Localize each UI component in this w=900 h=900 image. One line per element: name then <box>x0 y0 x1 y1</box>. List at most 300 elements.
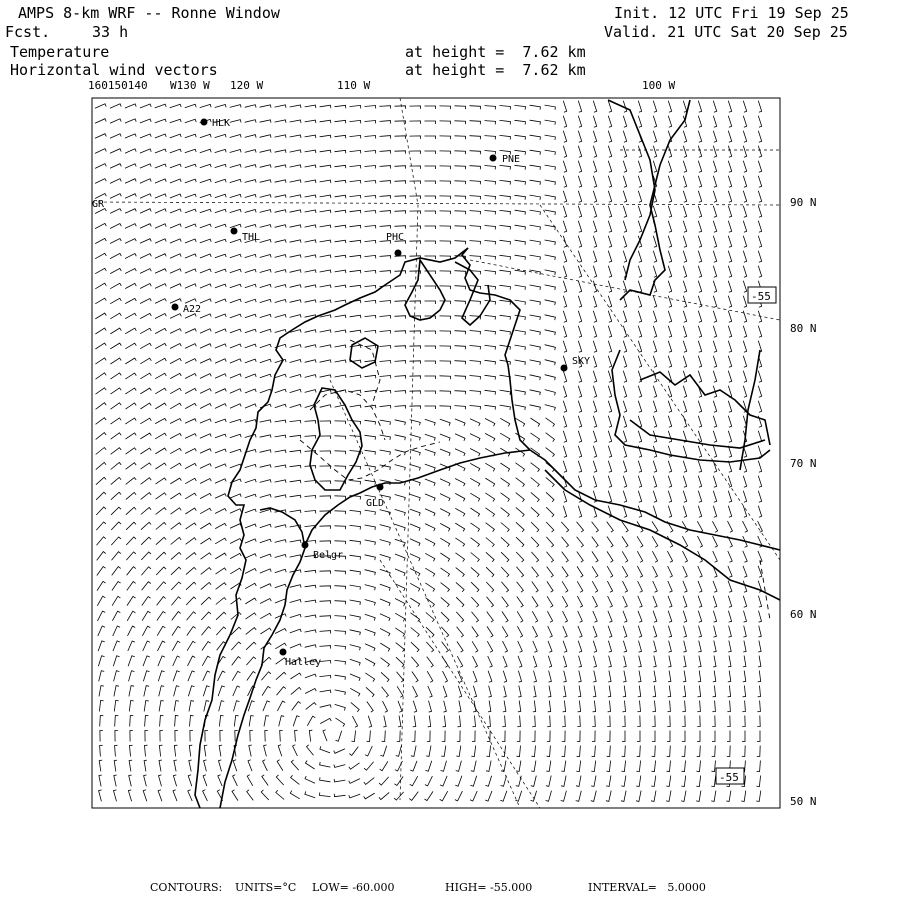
wind-vector <box>698 101 701 112</box>
wind-vector <box>425 211 436 214</box>
wind-vector <box>485 121 496 125</box>
station-a22-dot <box>172 304 179 311</box>
wind-vector <box>410 136 421 139</box>
wind-vector <box>230 494 241 498</box>
wind-vector <box>200 254 211 258</box>
wind-vector <box>323 730 327 741</box>
wind-vector <box>334 749 345 754</box>
wind-vector <box>142 626 150 636</box>
wind-vector <box>142 597 151 606</box>
wind-vector <box>563 146 566 157</box>
wind-vector <box>245 150 256 153</box>
wind-vector <box>428 716 431 727</box>
wind-vector <box>320 481 331 484</box>
wind-vector <box>290 375 301 378</box>
wind-vector <box>216 598 226 605</box>
wind-vector <box>532 596 538 607</box>
wind-vector <box>95 268 106 273</box>
wind-vector <box>608 116 611 127</box>
wind-vector <box>320 777 331 782</box>
wind-vector <box>517 746 521 757</box>
wind-vector <box>155 224 166 228</box>
wind-vector <box>201 612 211 620</box>
wind-vector <box>290 315 301 318</box>
graticule-diag-3 <box>330 380 520 808</box>
wind-vector <box>382 687 389 698</box>
wind-vector <box>592 537 598 548</box>
wind-vector <box>215 538 226 544</box>
wind-vector <box>500 390 511 395</box>
wind-vector <box>668 311 671 322</box>
wind-vector <box>170 119 181 123</box>
wind-vector <box>219 716 223 727</box>
wind-vector <box>742 746 745 757</box>
wind-vector <box>365 555 376 560</box>
wind-vector <box>698 221 701 232</box>
wind-vector <box>395 599 405 607</box>
wind-vector <box>410 569 420 577</box>
wind-vector <box>667 746 671 757</box>
wind-vector <box>425 271 436 274</box>
wind-vector <box>395 286 406 289</box>
wind-vector <box>128 641 135 651</box>
wind-vector <box>215 464 226 468</box>
wind-vector <box>230 269 241 273</box>
wind-vector <box>265 730 268 741</box>
wind-vector <box>653 581 658 592</box>
wind-vector <box>425 151 436 154</box>
wind-vector <box>200 314 211 318</box>
wind-vector <box>110 283 121 288</box>
wind-vector <box>485 181 496 185</box>
wind-vector <box>230 374 241 378</box>
wind-vector <box>457 627 464 638</box>
wind-vector <box>97 567 106 576</box>
wind-vector <box>364 793 375 799</box>
wind-vector <box>638 596 642 607</box>
wind-vector <box>683 401 686 412</box>
wind-vector <box>683 386 686 397</box>
wind-vector <box>698 506 701 517</box>
wind-vector <box>230 464 241 468</box>
wind-vector <box>125 209 136 214</box>
wind-vector <box>593 476 596 487</box>
wind-vector <box>592 716 595 727</box>
wind-vector <box>728 371 731 382</box>
wind-vector <box>713 236 716 247</box>
wind-vector <box>187 627 196 636</box>
wind-vector <box>245 539 256 543</box>
wind-vector <box>380 643 389 651</box>
wind-vector <box>350 150 361 153</box>
wind-vector <box>110 209 121 214</box>
wind-vector <box>683 566 688 577</box>
wind-vector <box>245 329 256 333</box>
wind-vector <box>290 673 301 679</box>
wind-vector <box>533 686 536 697</box>
wind-vector <box>440 791 448 801</box>
wind-vector <box>367 702 373 713</box>
wind-vector <box>245 269 256 272</box>
wind-vector <box>395 509 406 515</box>
wind-vector <box>530 390 541 395</box>
wind-vector <box>305 421 316 424</box>
wind-vector <box>126 403 137 409</box>
wind-vector <box>683 191 686 202</box>
wind-vector <box>728 341 731 352</box>
wind-vector <box>622 716 625 727</box>
wind-vector <box>170 448 181 453</box>
wind-vector <box>440 406 451 409</box>
wind-vector <box>335 616 346 620</box>
wind-vector <box>320 120 331 123</box>
wind-vector <box>485 151 496 155</box>
wind-vector <box>368 716 371 727</box>
wind-vector <box>290 225 301 228</box>
wind-vector <box>516 493 525 502</box>
wind-vector <box>380 420 391 425</box>
wind-vector <box>440 151 451 154</box>
wind-vector <box>260 135 271 138</box>
wind-vector <box>728 611 731 622</box>
wind-vector <box>140 164 151 168</box>
wind-vector <box>698 566 702 577</box>
wind-vector <box>125 373 136 379</box>
wind-vector <box>563 656 566 667</box>
wind-vector <box>307 716 315 726</box>
wind-vector <box>260 480 271 483</box>
wind-vector <box>456 612 463 622</box>
wind-vector <box>200 493 211 498</box>
wind-vector <box>470 508 479 517</box>
wind-vector <box>744 611 747 622</box>
wind-vector <box>577 746 581 757</box>
wind-vector <box>365 285 376 288</box>
wind-vector <box>653 686 656 697</box>
wind-vector <box>713 206 716 217</box>
wind-vector <box>728 296 731 307</box>
wind-vector <box>698 656 701 667</box>
wind-vector <box>578 461 581 472</box>
coastline-ronne-front <box>305 450 530 545</box>
wind-vector <box>623 326 626 337</box>
wind-vector <box>577 716 580 727</box>
wind-vector <box>290 791 299 799</box>
wind-vector <box>757 701 760 712</box>
wind-vector <box>350 180 361 183</box>
wind-vector <box>623 206 626 217</box>
wind-vector <box>335 601 346 605</box>
wind-vector <box>743 686 746 697</box>
wind-vector <box>188 790 192 801</box>
wind-vector <box>698 176 701 187</box>
wind-vector <box>698 236 701 247</box>
wind-vector <box>200 269 211 273</box>
wind-vector <box>200 404 211 409</box>
wind-vector <box>157 597 166 606</box>
wind-vector <box>245 389 256 393</box>
wind-vector <box>215 419 226 423</box>
wind-vector <box>381 672 389 682</box>
wind-vector <box>365 629 375 636</box>
wind-vector <box>713 461 716 472</box>
wind-vector <box>200 299 211 303</box>
wind-vector <box>455 106 466 109</box>
wind-vector <box>545 150 556 155</box>
wind-vector <box>411 613 420 622</box>
wind-vector <box>350 405 361 408</box>
wind-vector <box>110 298 121 303</box>
wind-vector <box>578 476 581 487</box>
wind-vector <box>668 356 671 367</box>
wind-vector <box>425 419 435 425</box>
wind-vector <box>470 166 481 170</box>
wind-vector <box>443 716 446 727</box>
wind-vector <box>335 631 346 635</box>
wind-vector <box>275 255 286 258</box>
wind-vector <box>501 523 509 532</box>
wind-vector <box>743 236 746 247</box>
wind-vector <box>383 716 386 727</box>
wind-vector <box>728 506 731 517</box>
wind-vector <box>170 388 181 393</box>
wind-vector <box>97 596 105 606</box>
wind-vector <box>593 191 596 202</box>
wind-vector <box>383 701 388 712</box>
wind-vector <box>440 434 450 441</box>
wind-vector <box>578 296 581 307</box>
wind-vector <box>395 301 406 304</box>
height-wind: at height = 7.62 km <box>405 61 586 79</box>
wind-vector <box>275 495 286 498</box>
wind-vector <box>638 626 641 637</box>
wind-vector <box>758 626 761 637</box>
wind-vector <box>653 236 656 247</box>
wind-vector <box>230 179 241 182</box>
wind-vector <box>140 209 151 214</box>
wind-vector <box>409 792 418 801</box>
wind-vector <box>275 120 286 123</box>
wind-vector <box>698 191 701 202</box>
wind-vector <box>593 236 596 247</box>
wind-vector <box>714 626 717 637</box>
wind-vector <box>547 581 553 592</box>
wind-vector <box>143 641 150 651</box>
wind-vector <box>335 300 346 303</box>
wind-vector <box>711 791 716 802</box>
wind-vector <box>173 656 180 666</box>
wind-vector <box>622 731 625 742</box>
wind-vector <box>713 116 716 127</box>
wind-vector <box>562 596 567 607</box>
wind-vector <box>145 731 148 742</box>
wind-vector <box>456 597 464 607</box>
wind-vector <box>471 582 479 592</box>
wind-vector <box>320 345 331 348</box>
coastline-peninsula-west <box>195 248 468 808</box>
wind-vector <box>593 371 596 382</box>
wind-vector <box>758 176 761 187</box>
wind-vector <box>335 526 346 529</box>
lon-label-crowded: 160150140 <box>88 79 148 92</box>
wind-vector <box>365 390 376 393</box>
wind-vector <box>247 672 256 681</box>
wind-vector <box>156 537 166 544</box>
wind-vector <box>668 581 672 592</box>
wind-vector <box>682 746 686 757</box>
wind-vector <box>531 776 537 787</box>
station-sky-dot <box>561 365 568 372</box>
wind-vector <box>320 496 331 499</box>
wind-vector <box>743 566 747 577</box>
wind-vector <box>698 206 701 217</box>
wind-vector <box>380 390 391 393</box>
footer-high: HIGH= -55.000 <box>445 881 533 894</box>
wind-vector <box>486 582 493 592</box>
wind-vector <box>545 210 556 215</box>
wind-vector <box>592 731 595 742</box>
wind-vector <box>623 656 626 667</box>
wind-vector <box>290 435 301 438</box>
wind-vector <box>305 496 316 499</box>
wind-vector <box>215 194 226 197</box>
wind-vector <box>591 776 596 787</box>
wind-vector <box>517 597 523 608</box>
wind-vector <box>545 180 556 185</box>
wind-vector <box>365 375 376 378</box>
wind-vector <box>758 461 761 472</box>
wind-vector <box>653 566 658 577</box>
wind-vector <box>175 730 178 741</box>
wind-vector <box>470 346 481 350</box>
wind-vector <box>713 101 716 112</box>
wind-vector <box>713 656 716 667</box>
wind-vector <box>202 627 211 636</box>
wind-vector <box>380 346 391 349</box>
wind-vector <box>216 612 226 620</box>
wind-vector <box>185 224 196 228</box>
wind-vector <box>429 701 432 712</box>
wind-vector <box>698 461 701 472</box>
wind-vector <box>155 388 166 394</box>
graticule-90n <box>92 202 780 205</box>
wind-vector <box>380 569 390 575</box>
wind-vector <box>367 731 371 742</box>
wind-vector <box>380 301 391 304</box>
wind-vector <box>335 646 346 650</box>
wind-vector <box>275 195 286 198</box>
wind-vector <box>594 656 597 667</box>
wind-vector <box>394 792 404 800</box>
wind-vector <box>727 716 730 727</box>
wind-vector <box>728 236 731 247</box>
wind-vector <box>395 211 406 214</box>
wind-vector <box>578 281 581 292</box>
wind-vector <box>743 356 746 367</box>
wind-vector <box>530 315 541 320</box>
wind-vector <box>350 659 360 665</box>
wind-vector <box>593 116 596 127</box>
wind-vector <box>591 761 595 772</box>
wind-vector <box>380 465 391 470</box>
wind-vector <box>668 326 671 337</box>
wind-vector <box>144 760 147 771</box>
wind-vector <box>515 255 526 260</box>
wind-vector <box>470 391 481 395</box>
wind-vector <box>365 315 376 318</box>
wind-vector <box>668 611 672 622</box>
wind-vector <box>456 553 465 562</box>
wind-vector <box>185 508 196 514</box>
wind-vector <box>158 790 162 801</box>
wind-vector <box>395 376 406 379</box>
wind-vector <box>758 491 761 502</box>
wind-vector <box>140 224 151 229</box>
wind-vector <box>608 596 613 607</box>
wind-vector <box>532 746 536 757</box>
wind-vector <box>159 745 162 756</box>
wind-vector <box>260 120 271 123</box>
wind-vector <box>500 405 511 410</box>
wind-vector <box>501 567 509 577</box>
wind-vector <box>653 116 656 127</box>
wind-vector <box>140 179 151 183</box>
wind-vector <box>203 790 208 801</box>
wind-vector <box>578 671 581 682</box>
wind-vector <box>531 463 540 472</box>
wind-vector <box>320 646 331 649</box>
wind-vector <box>638 161 641 172</box>
wind-vector <box>380 361 391 364</box>
wind-vector <box>728 671 731 682</box>
wind-vector <box>335 165 346 168</box>
wind-vector <box>215 105 226 108</box>
wind-vector <box>201 553 212 559</box>
wind-vector <box>202 656 210 666</box>
wind-vector <box>99 760 102 771</box>
wind-vector <box>515 405 526 410</box>
wind-vector <box>320 405 331 408</box>
wind-vector <box>578 626 582 637</box>
wind-vector <box>293 745 298 756</box>
wind-vector <box>305 689 316 694</box>
wind-vector <box>666 791 671 802</box>
wind-vector <box>365 585 376 591</box>
wind-vector <box>305 225 316 228</box>
wind-vector <box>758 476 761 487</box>
wind-vector <box>365 106 376 109</box>
wind-vector <box>275 480 286 483</box>
wind-vector <box>578 221 581 232</box>
wind-vector <box>636 791 641 802</box>
wind-vector <box>398 701 402 712</box>
wind-vector <box>366 687 374 697</box>
wind-vector <box>712 716 715 727</box>
wind-vector <box>245 479 256 482</box>
wind-vector <box>216 627 226 635</box>
wind-vector <box>305 600 316 603</box>
wind-vector <box>578 386 581 397</box>
wind-vector <box>440 286 451 289</box>
wind-vector <box>713 476 716 487</box>
wind-vector <box>185 419 196 424</box>
wind-vector <box>410 598 419 606</box>
wind-vector <box>305 240 316 243</box>
wind-vector <box>219 745 222 756</box>
wind-vector <box>411 657 418 667</box>
wind-vector <box>638 146 641 157</box>
wind-vector <box>125 194 136 199</box>
